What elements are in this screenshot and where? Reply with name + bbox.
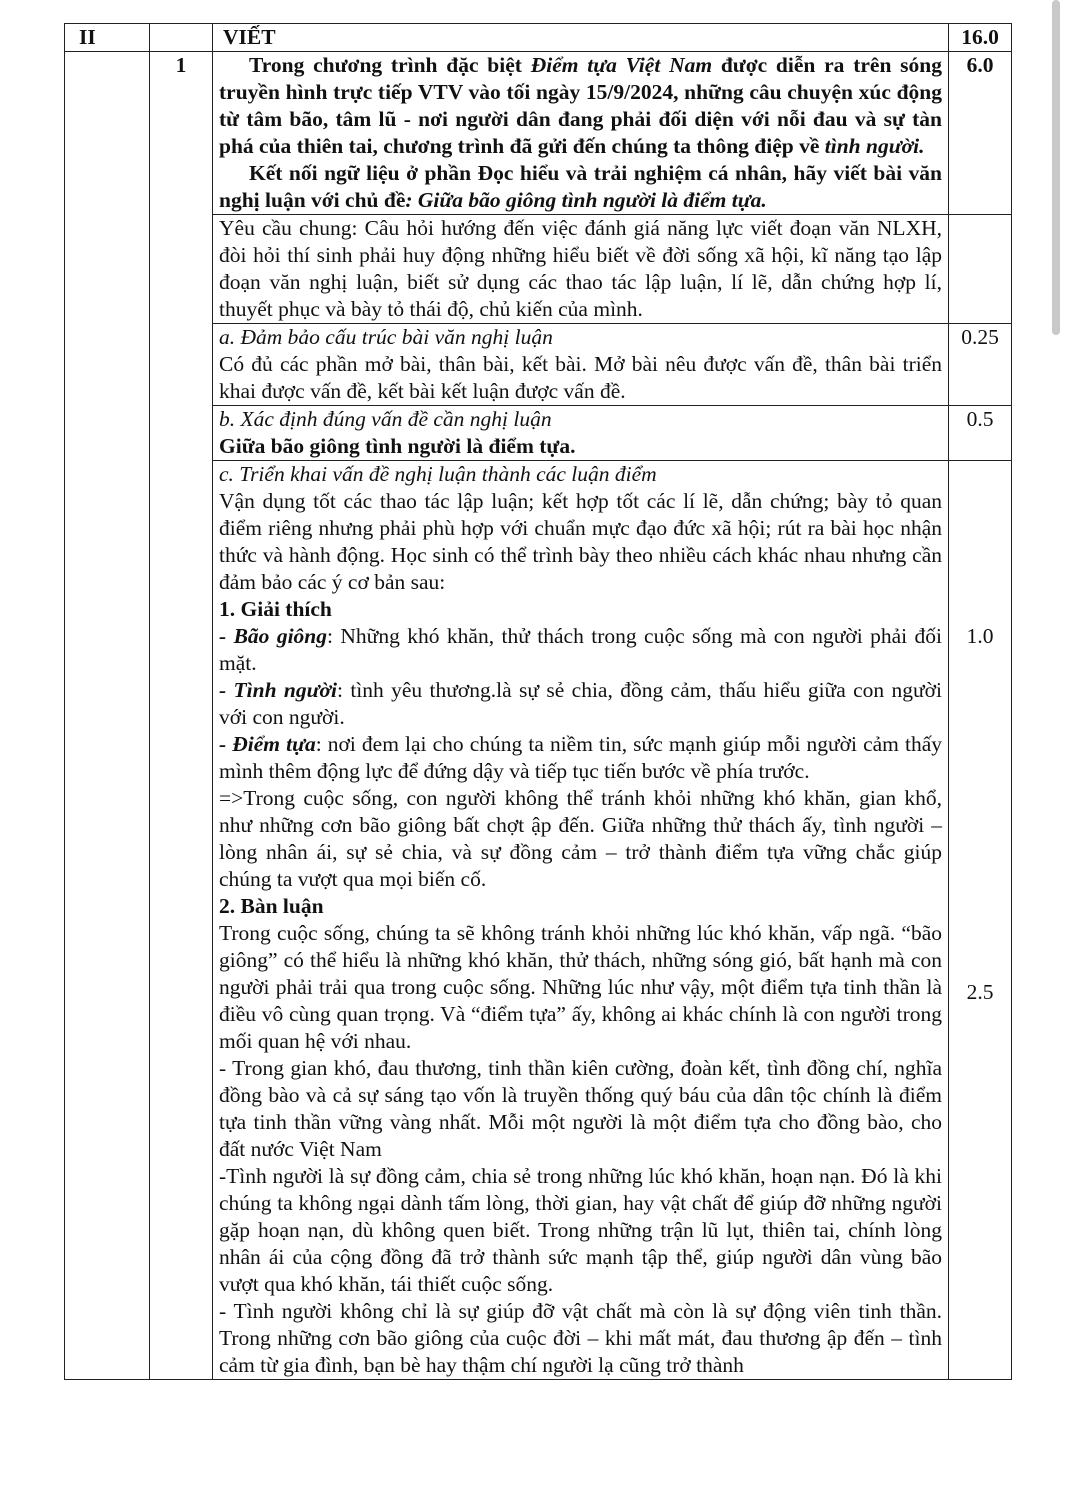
prompt-paragraph-1: Trong chương trình đặc biệt Điểm tựa Việt Nam được diễn ra trên sóng truyền hình trực tiếp VTV vào tối ngày 15/9/2024, những câu chuyện xúc động từ tâm bão, tâm lũ - nơi người dân đang phải đối diện với nỗi đau và sự tàn phá của thiên tai, chương trình đã gửi đến chúng ta thông điệp về tình người. <box>219 53 943 158</box>
scrollbar-thumb[interactable] <box>1052 0 1060 335</box>
question-number: 1 <box>150 52 213 1380</box>
part2-score: 2.5 <box>949 920 1012 1380</box>
part1-conclusion: =>Trong cuộc sống, con người không thể tránh khỏi những khó khăn, gian khổ, như những cơn bão giông bất chợt ập đến. Giữa những thử thách ấy, tình người – lòng nhân ái, sự sẻ chia, và sự đồng cảm – trở thành điểm tựa vững chắc giúp chúng ta vượt qua mọi biến cố. <box>219 786 942 891</box>
part2-paragraph-1: Trong cuộc sống, chúng ta sẽ không tránh khỏi những lúc khó khăn, vấp ngã. “bão giông” có thể hiểu là những khó khăn, thử thách, những sóng gió, bất hạnh mà con người phải trải qua trong cuộc sống. Những lúc như vậy, một điểm tựa tinh thần là điều vô cùng quan trọng. Và “điểm tựa” ấy, không ai khác chính là con người trong mối quan hệ với nhau. <box>219 921 942 1053</box>
criteria-c-heading: c. Triển khai vấn đề nghị luận thành các luận điểm <box>219 462 657 486</box>
question-number-cell-empty <box>150 24 213 52</box>
criteria-b-heading: b. Xác định đúng vấn đề cần nghị luận <box>219 407 552 431</box>
criteria-c-intro-cell <box>213 461 949 624</box>
general-requirement-score-empty <box>949 215 1012 324</box>
general-requirement-text: Yêu cầu chung: Câu hỏi hướng đến việc đánh giá năng lực viết đoạn văn NLXH, đòi hỏi thí sinh phải huy động những hiểu biết về đời sống xã hội, kĩ năng tạo lập đoạn văn nghị luận, biết sử dụng các thao tác lập luận, lí lẽ, dẫn chứng hợp lí, thuyết phục và bày tỏ thái độ, chủ kiến của mình. <box>219 216 942 321</box>
question-row <box>65 52 1012 215</box>
question-score: 6.0 <box>949 52 1012 215</box>
part2-cell <box>213 920 949 1380</box>
general-requirement-cell <box>213 215 949 324</box>
part1-term-3: - Điểm tựa: nơi đem lại cho chúng ta niềm tin, sức mạnh giúp mỗi người cảm thấy mình thêm động lực để đứng dậy và tiếp tục tiến bước về phía trước. <box>219 732 942 783</box>
part1-term-1: - Bão giông: Những khó khăn, thử thách trong cuộc sống mà con người phải đối mặt. <box>219 624 942 675</box>
criteria-b-score: 0.5 <box>949 406 1012 461</box>
criteria-a-score: 0.25 <box>949 324 1012 406</box>
question-prompt <box>213 52 949 215</box>
section-roman: II <box>65 24 150 52</box>
part2-paragraph-3: -Tình người là sự đồng cảm, chia sẻ trong những lúc khó khăn, hoạn nạn. Đó là khi chúng ta không ngại dành tấm lòng, thời gian, hay vật chất để giúp đỡ những người gặp hoạn nạn, dù không quen biết. Trong những trận lũ lụt, thiên tai, chính lòng nhân ái của cộng đồng đã trở thành sức mạnh tập thể, giúp người dân vùng bão vượt qua khó khăn, tái thiết cuộc sống. <box>219 1164 942 1296</box>
part2-paragraph-2: - Trong gian khó, đau thương, tinh thần kiên cường, đoàn kết, tình đồng chí, nghĩa đồng bào và cả sự sáng tạo vốn là truyền thống quý báu của dân tộc chính là điểm tựa tinh thần vững vàng nhất. Mỗi một người là một điểm tựa cho đồng bào, cho đất nước Việt Nam <box>219 1056 942 1161</box>
scoring-table <box>64 23 1012 1380</box>
criteria-a-cell <box>213 324 949 406</box>
part1-heading: 1. Giải thích <box>219 597 332 621</box>
part1-term-2: - Tình người: tình yêu thương.là sự sẻ chia, đồng cảm, thấu hiểu giữa con người với con người. <box>219 678 943 729</box>
criteria-a-body: Có đủ các phần mở bài, thân bài, kết bài. Mở bài nêu được vấn đề, thân bài triển khai được vấn đề, kết bài kết luận được vấn đề. <box>219 352 942 403</box>
part1-cell <box>213 623 949 920</box>
section-total-score: 16.0 <box>949 24 1012 52</box>
part2-heading: 2. Bàn luận <box>219 894 324 918</box>
criteria-b-body: Giữa bão giông tình người là điểm tựa. <box>219 434 576 458</box>
criteria-c-intro-score-empty <box>949 461 1012 624</box>
prompt-paragraph-2: Kết nối ngữ liệu ở phần Đọc hiểu và trải nghiệm cá nhân, hãy viết bài văn nghị luận với chủ đề: Giữa bão giông tình người là điểm tựa. <box>219 161 942 212</box>
criteria-a-heading: a. Đảm bảo cấu trúc bài văn nghị luận <box>219 325 553 349</box>
section-column-body <box>65 52 150 1380</box>
section-title: VIẾT <box>213 24 949 52</box>
section-header-row <box>65 24 1012 52</box>
criteria-c-intro: Vận dụng tốt các thao tác lập luận; kết hợp tốt các lí lẽ, dẫn chứng; bày tỏ quan điểm riêng nhưng phải phù hợp với chuẩn mực đạo đức xã hội; rút ra bài học nhận thức và hành động. Học sinh có thể trình bày theo nhiều cách khác nhau nhưng cần đảm bảo các ý cơ bản sau: <box>219 489 942 594</box>
part2-paragraph-4: - Tình người không chỉ là sự giúp đỡ vật chất mà còn là sự động viên tinh thần. Trong những cơn bão giông của cuộc đời – khi mất mát, đau thương ập đến – tình cảm từ gia đình, bạn bè hay thậm chí người lạ cũng trở thành <box>219 1299 942 1377</box>
part1-score: 1.0 <box>949 623 1012 920</box>
criteria-b-cell <box>213 406 949 461</box>
